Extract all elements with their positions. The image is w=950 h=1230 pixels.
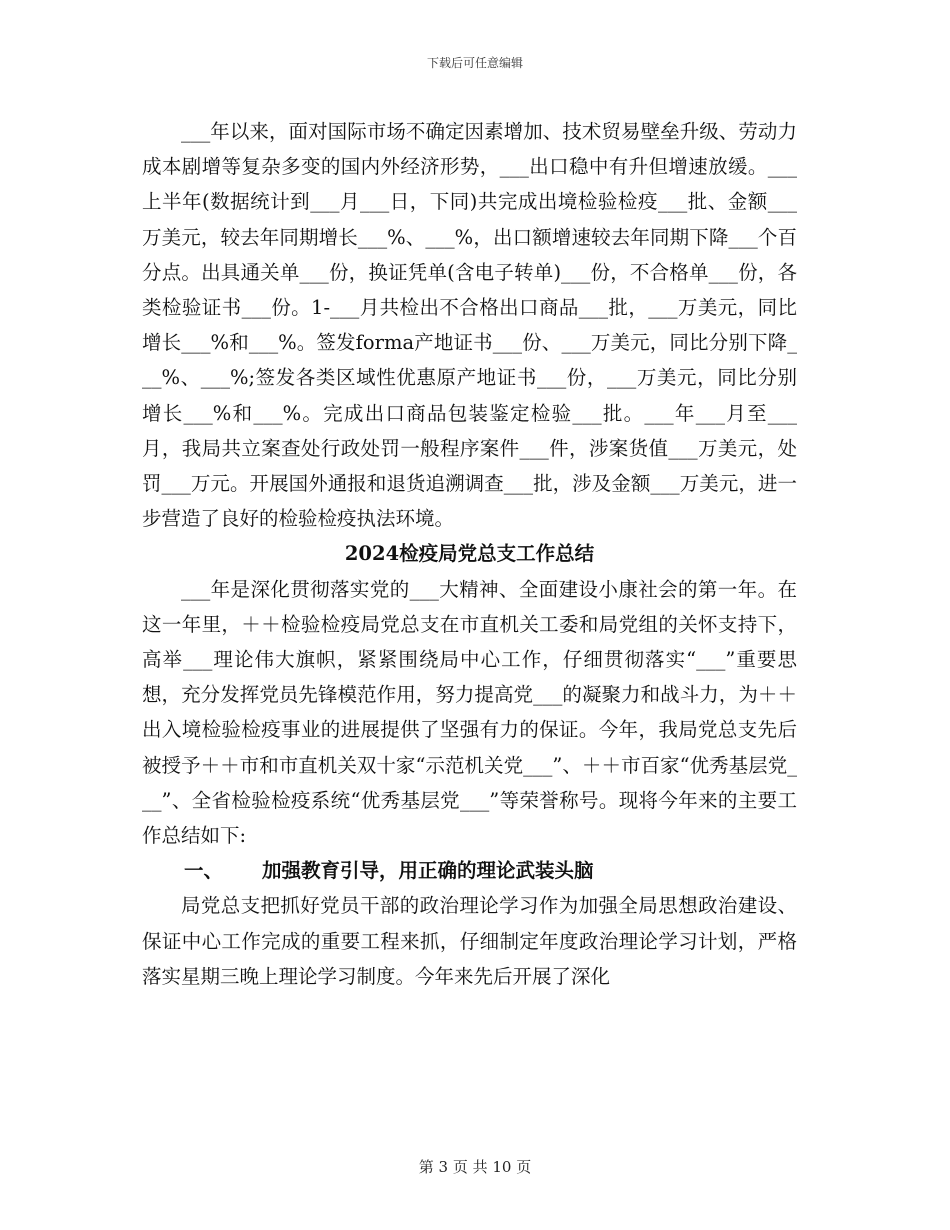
section-heading-1 (142, 853, 797, 888)
document-title: 2024检疫局党总支工作总结 (344, 542, 595, 566)
paragraph-theory-study: 局党总支把抓好党员干部的政治理论学习作为加强全局思想政治建设、保证中心工作完成的重要工程来抓，仔细制定年度政治理论学习计划，严格落实星期三晚上理论学习制度。今年来先后开展了深化 (142, 894, 797, 988)
page-number-footer: 第 3 页 共 10 页 (418, 1158, 532, 1176)
page-header-note: 下载后可任意编辑 (426, 56, 523, 70)
section-title: 加强教育引导，用正确的理论武装头脑 (262, 859, 594, 883)
paragraph-export-statistics: ___年以来，面对国际市场不确定因素增加、技术贸易壁垒升级、劳动力成本剧增等复杂多变的国内外经济形势，___出口稳中有升但增速放缓。___上半年(数据统计到___月___日，下同)共完成出境检验检疫___批、金额___万美元，较去年同期增长___%、___%，出口额增速较去年同期下降___个百分点。出具通关单___份，换证凭单(含电子转单)___份，不合格单___份，各类检验证书___份。1-___月共检出不合格出口商品___批，___万美元，同比增长___%和___%。签发forma产地证书___份、___万美元，同比分别下降___%、___%;签发各类区域性优惠原产地证书___份，___万美元，同比分别增长___%和___%。完成出口商品包装鉴定检验___批。___年___月至___月，我局共立案查处行政处罚一般程序案件___件，涉案货值___万美元，处罚___万元。开展国外通报和退货追溯调查___批，涉及金额___万美元，进一步营造了良好的检验检疫执法环境。 (142, 120, 797, 531)
paragraph-annual-overview: ___年是深化贯彻落实党的___大精神、全面建设小康社会的第一年。在这一年里，＋＋检验检疫局党总支在市直机关工委和局党组的关怀支持下，高举___理论伟大旗帜，紧紧围绕局中心工作，仔细贯彻落实“___”重要思想，充分发挥党员先锋模范作用，努力提高党___的凝聚力和战斗力，为＋＋出入境检验检疫事业的进展提供了坚强有力的保证。今年，我局党总支先后被授予＋＋市和市直机关双十家“示范机关党___”、＋＋市百家“优秀基层党___”、全省检验检疫系统“优秀基层党___”等荣誉称号。现将今年来的主要工作总结如下: (142, 577, 797, 848)
section-number: 一、 (184, 859, 224, 883)
document-body (142, 114, 797, 994)
